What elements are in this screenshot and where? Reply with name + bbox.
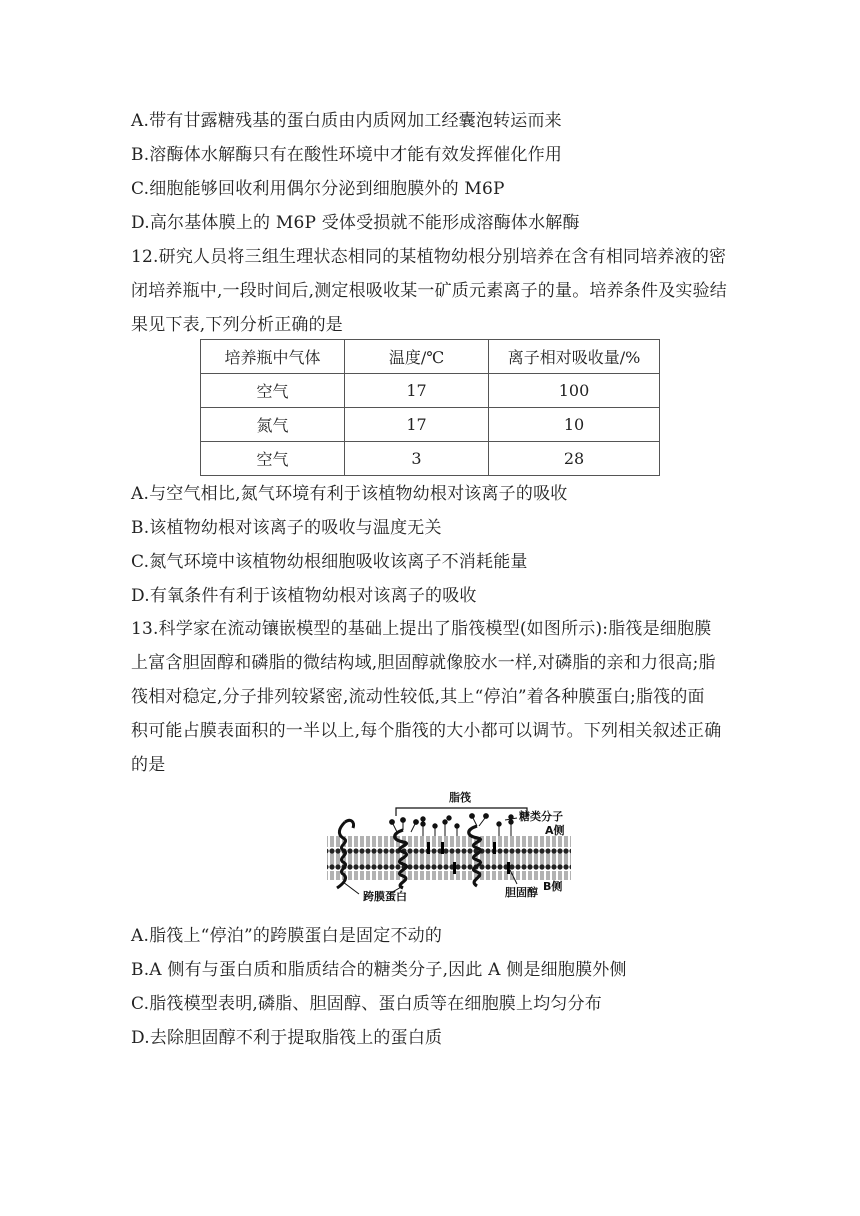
- q12-option-a: A.与空气相比,氮气环境有利于该植物幼根对该离子的吸收: [131, 484, 568, 504]
- label-a-side: A侧: [545, 824, 565, 837]
- q12-option-d: D.有氧条件有利于该植物幼根对该离子的吸收: [131, 586, 477, 606]
- q12-stem: [131, 240, 731, 342]
- q11-option-c: C.细胞能够回收利用偶尔分泌到细胞膜外的 M6P: [131, 179, 505, 199]
- q12-stem-line: 果见下表,下列分析正确的是: [131, 315, 344, 335]
- table-cell: 28: [489, 442, 660, 476]
- label-protein: 跨膜蛋白: [363, 890, 407, 903]
- table-header-row: [201, 340, 660, 374]
- q13-option-c: C.脂筏模型表明,磷脂、胆固醇、蛋白质等在细胞膜上均匀分布: [131, 994, 603, 1014]
- table-header-absorption: 离子相对吸收量/%: [489, 340, 660, 374]
- table-header-gas: 培养瓶中气体: [201, 340, 345, 374]
- q12-option-c: C.氮气环境中该植物幼根细胞吸收该离子不消耗能量: [131, 552, 528, 572]
- q11-option-d: D.高尔基体膜上的 M6P 受体受损就不能形成溶酶体水解酶: [131, 213, 580, 233]
- q11-option-b: B.溶酶体水解酶只有在酸性环境中才能有效发挥催化作用: [131, 145, 563, 165]
- q13-stem-line: 上富含胆固醇和磷脂的微结构域,胆固醇就像胶水一样,对磷脂的亲和力很高;脂: [131, 653, 716, 673]
- table-cell: 3: [345, 442, 489, 476]
- table-cell: 空气: [201, 442, 345, 476]
- sugar-chains: [390, 814, 514, 836]
- q13-option-d: D.去除胆固醇不利于提取脂筏上的蛋白质: [131, 1028, 443, 1048]
- q13-stem-line: 积可能占膜表面积的一半以上,每个脂筏的大小都可以调节。下列相关叙述正确: [131, 721, 722, 741]
- table-row: [201, 442, 660, 476]
- bilayer-outer-leaflet: [327, 836, 571, 858]
- label-raft: 脂筏: [449, 791, 471, 804]
- q12-stem-line: 12.研究人员将三组生理状态相同的某植物幼根分别培养在含有相同培养液的密: [131, 247, 727, 267]
- raft-bracket: [396, 808, 527, 816]
- q13-stem-line: 筏相对稳定,分子排列较紧密,流动性较低,其上“停泊”着各种膜蛋白;脂筏的面: [131, 687, 705, 707]
- bilayer-inner-leaflet: [327, 858, 571, 880]
- q12-option-b: B.该植物幼根对该离子的吸收与温度无关: [131, 518, 442, 538]
- table-cell: 100: [489, 374, 660, 408]
- table-cell: 空气: [201, 374, 345, 408]
- table-cell: 17: [345, 408, 489, 442]
- label-sugar: 糖类分子: [519, 810, 563, 823]
- label-b-side: B侧: [543, 880, 563, 893]
- q12-stem-line: 闭培养瓶中,一段时间后,测定根吸收某一矿质元素离子的量。培养条件及实验结: [131, 281, 728, 301]
- q12-data-table: [200, 339, 660, 476]
- q13-option-a: A.脂筏上“停泊”的跨膜蛋白是固定不动的: [131, 926, 443, 946]
- table-row: [201, 374, 660, 408]
- q13-stem-line: 的是: [131, 755, 166, 775]
- label-cholesterol: 胆固醇: [505, 886, 538, 899]
- table-header-temperature: 温度/℃: [345, 340, 489, 374]
- q13-stem-line: 13.科学家在流动镶嵌模型的基础上提出了脂筏模型(如图所示):脂筏是细胞膜: [131, 619, 712, 639]
- lipid-raft-diagram: [323, 782, 577, 906]
- q13-option-b: B.A 侧有与蛋白质和脂质结合的糖类分子,因此 A 侧是细胞膜外侧: [131, 960, 627, 980]
- table-cell: 17: [345, 374, 489, 408]
- q11-option-a: A.带有甘露糖残基的蛋白质由内质网加工经囊泡转运而来: [131, 111, 562, 131]
- table-row: [201, 408, 660, 442]
- table-cell: 10: [489, 408, 660, 442]
- q13-stem: [131, 612, 731, 782]
- table-cell: 氮气: [201, 408, 345, 442]
